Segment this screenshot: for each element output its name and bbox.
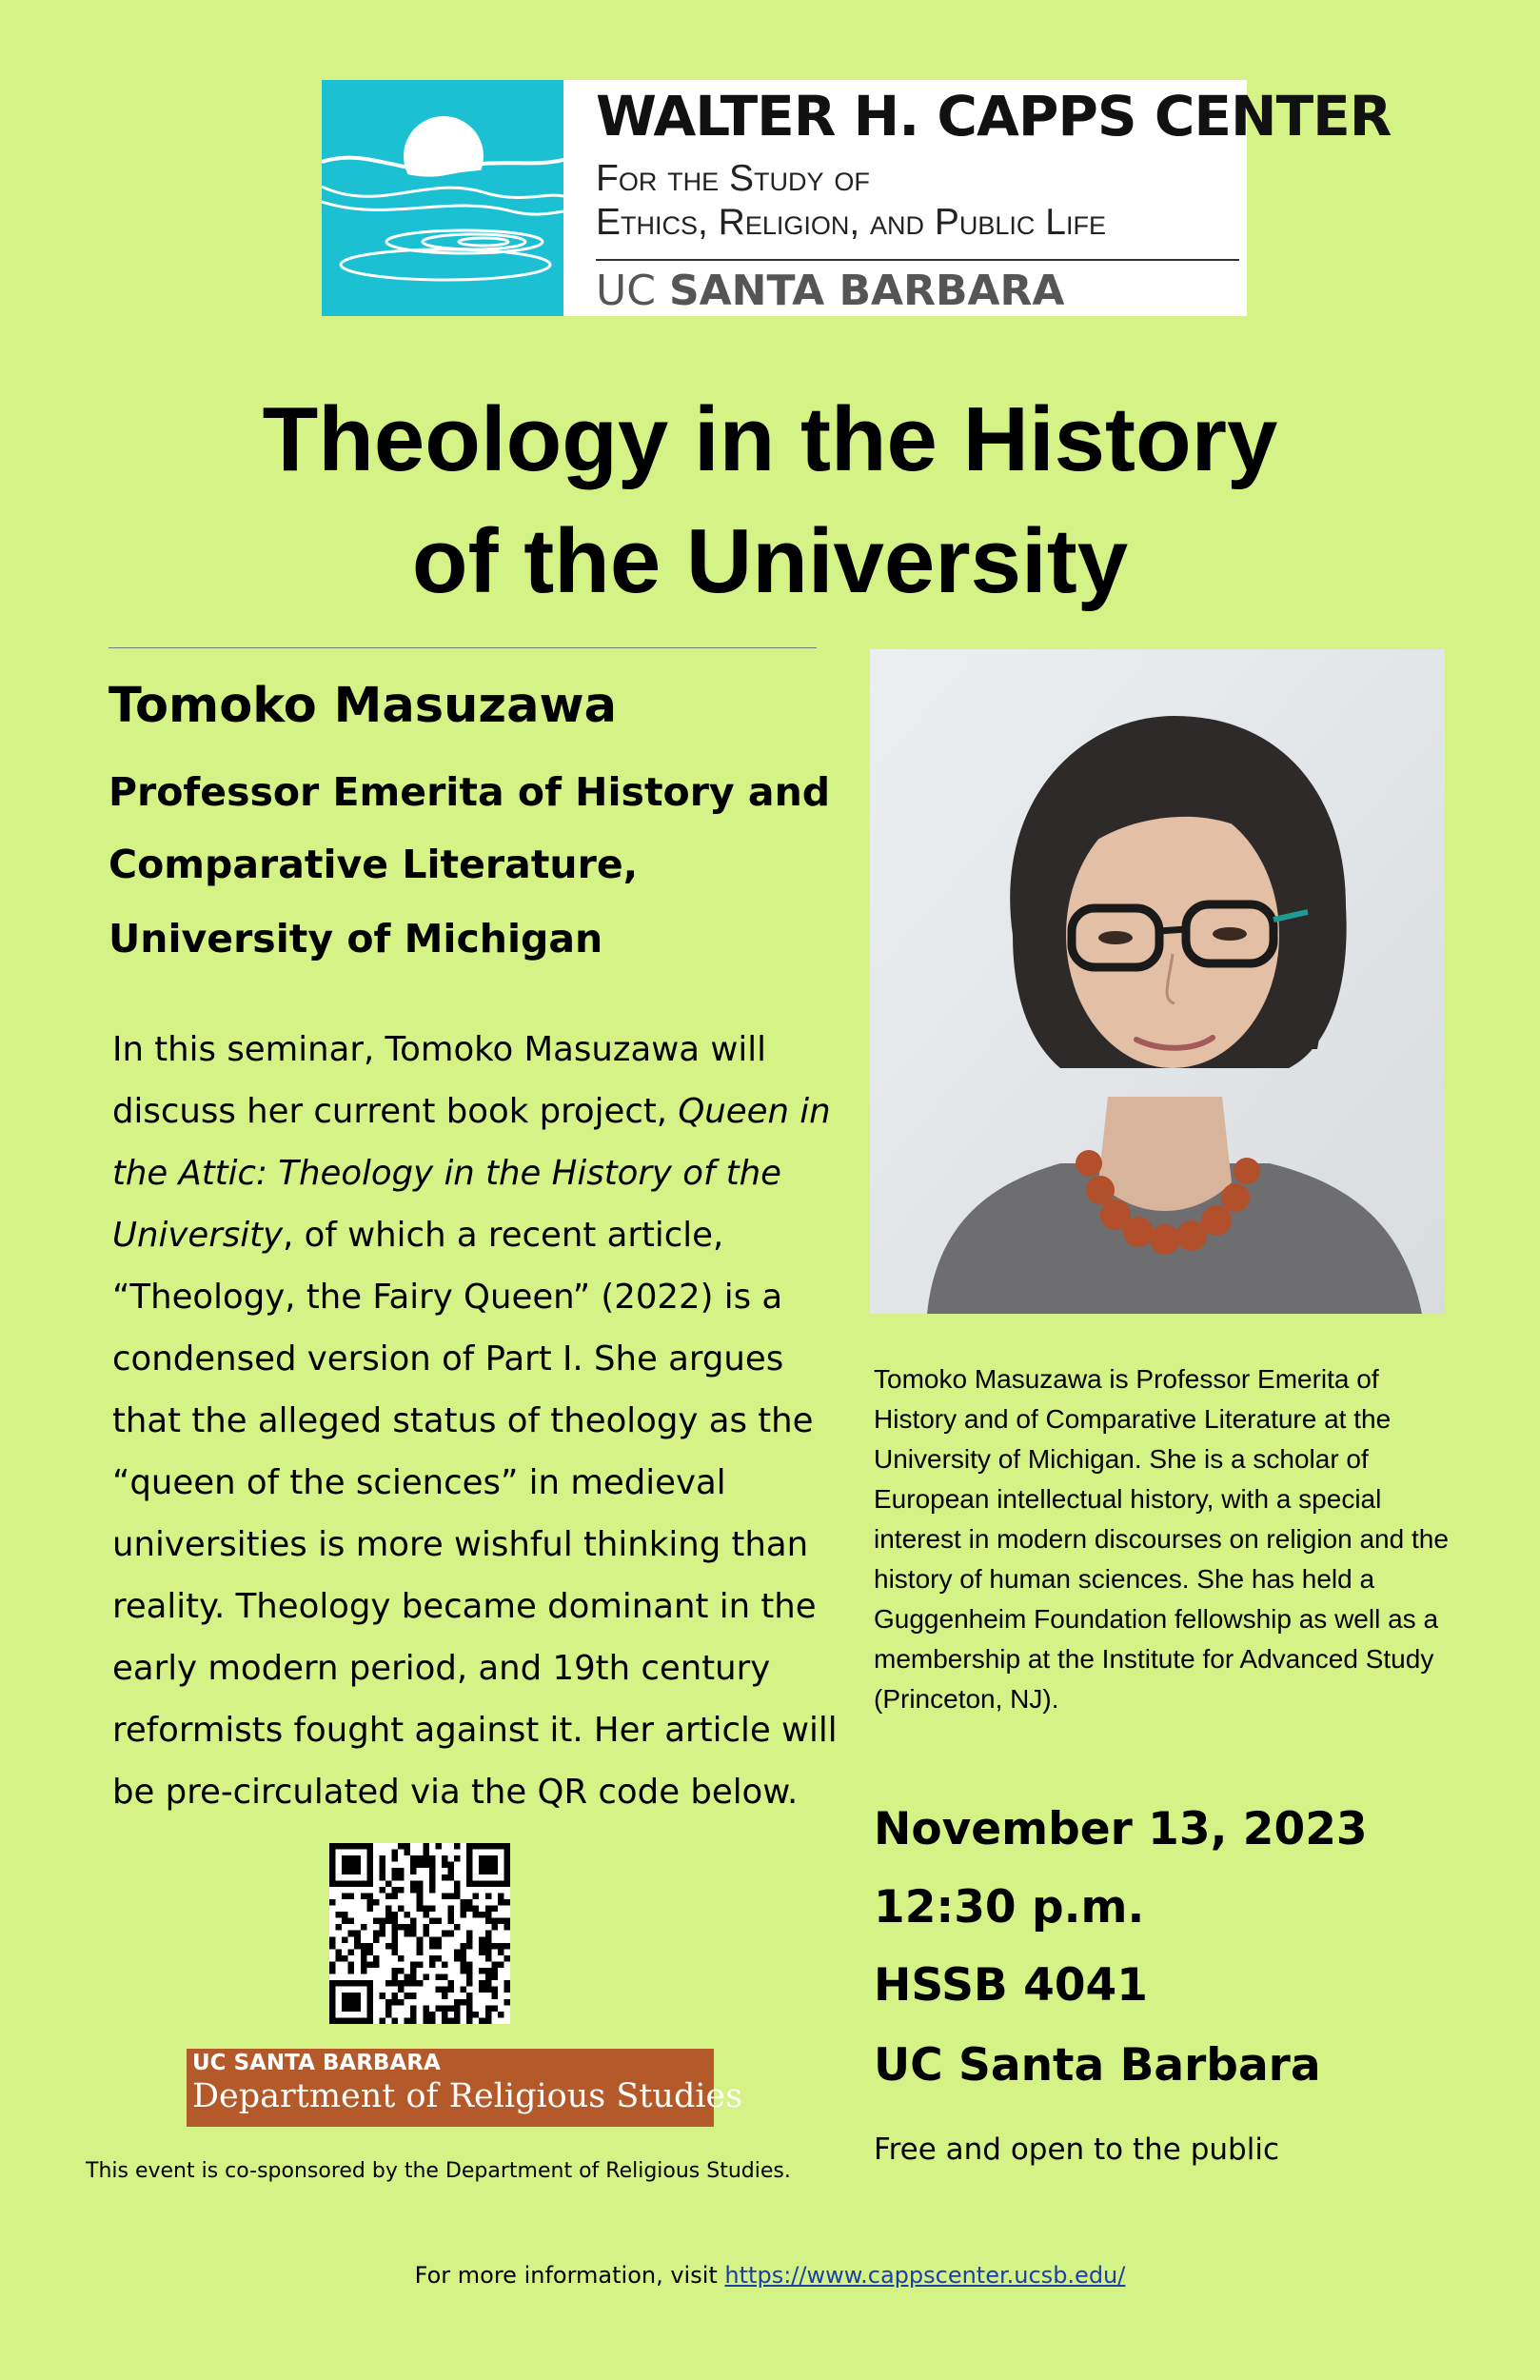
logo-santa-barbara: SANTA BARBARA: [668, 267, 1065, 315]
capps-center-link[interactable]: https://www.cappscenter.ucsb.edu/: [724, 2262, 1126, 2289]
speaker-affiliation-line-2: Comparative Literature,: [109, 842, 639, 887]
logo-divider: [596, 259, 1239, 261]
logo-uc: UC: [596, 267, 656, 315]
abstract-part-1: In this seminar, Tomoko Masuzawa will discuss her current book project,: [112, 1030, 766, 1131]
dept-logo-university: UC SANTA BARBARA: [192, 2051, 441, 2075]
speaker-affiliation-line-3: University of Michigan: [109, 916, 603, 962]
logo-title: WALTER H. CAPPS CENTER: [596, 84, 1392, 149]
event-location: UC Santa Barbara: [874, 2039, 1321, 2092]
religious-studies-logo: [187, 2049, 743, 2127]
event-time: 12:30 p.m.: [874, 1881, 1145, 1934]
abstract-part-2: , of which a recent article, “Theology, the Fairy Queen” (2022) is a condensed version of Part I. She argues that the alleged status of theology as the “queen of the sciences” in medieval universities is more wishful thinking than reality. Theology became dominant in the early modern period, and 19th century reformists fought against it. Her article will be pre-circulated via the QR code below.: [112, 1216, 838, 1812]
dept-logo-department: Department of Religious Studies: [192, 2077, 743, 2115]
speaker-affiliation-line-1: Professor Emerita of History and: [109, 769, 831, 815]
capps-center-logo-mark-icon: [322, 80, 563, 316]
logo-subtitle-2: Ethics, Religion, and Public Life: [596, 202, 1106, 243]
event-admission: Free and open to the public: [874, 2132, 1280, 2167]
event-date: November 13, 2023: [874, 1803, 1368, 1855]
speaker-bio: Tomoko Masuzawa is Professor Emerita of History and of Comparative Literature at the University of Michigan. She is a scholar of European intellectual history, with a special interest in modern discourses on religion and the history of human sciences. She has held a Guggenheim Foundation fellowship as well as a membership at the Institute for Advanced Study (Princeton, NJ).: [874, 1364, 1449, 1714]
capps-center-logo: [322, 80, 1392, 316]
book-title: Queen in the Attic: Theology in the History of the University: [112, 1092, 831, 1255]
qr-code-icon[interactable]: [329, 1843, 510, 2024]
speaker-name: Tomoko Masuzawa: [109, 678, 618, 734]
speaker-portrait-icon: [870, 649, 1445, 1314]
seminar-abstract: [112, 1019, 845, 1823]
poster-title-line-2: of the University: [411, 510, 1129, 612]
logo-university: [596, 267, 1064, 315]
footer-info: [0, 2262, 1540, 2289]
poster-title-line-1: Theology in the History: [262, 388, 1278, 490]
logo-subtitle-1: For the Study of: [596, 158, 870, 199]
capps-center-logo-text: [596, 80, 1392, 316]
event-room: HSSB 4041: [874, 1959, 1148, 2012]
cosponsor-note: This event is co-sponsored by the Department of Religious Studies.: [86, 2159, 791, 2183]
poster-title: [0, 379, 1540, 623]
title-divider: [109, 647, 817, 648]
footer-prefix: For more information, visit: [414, 2262, 725, 2289]
